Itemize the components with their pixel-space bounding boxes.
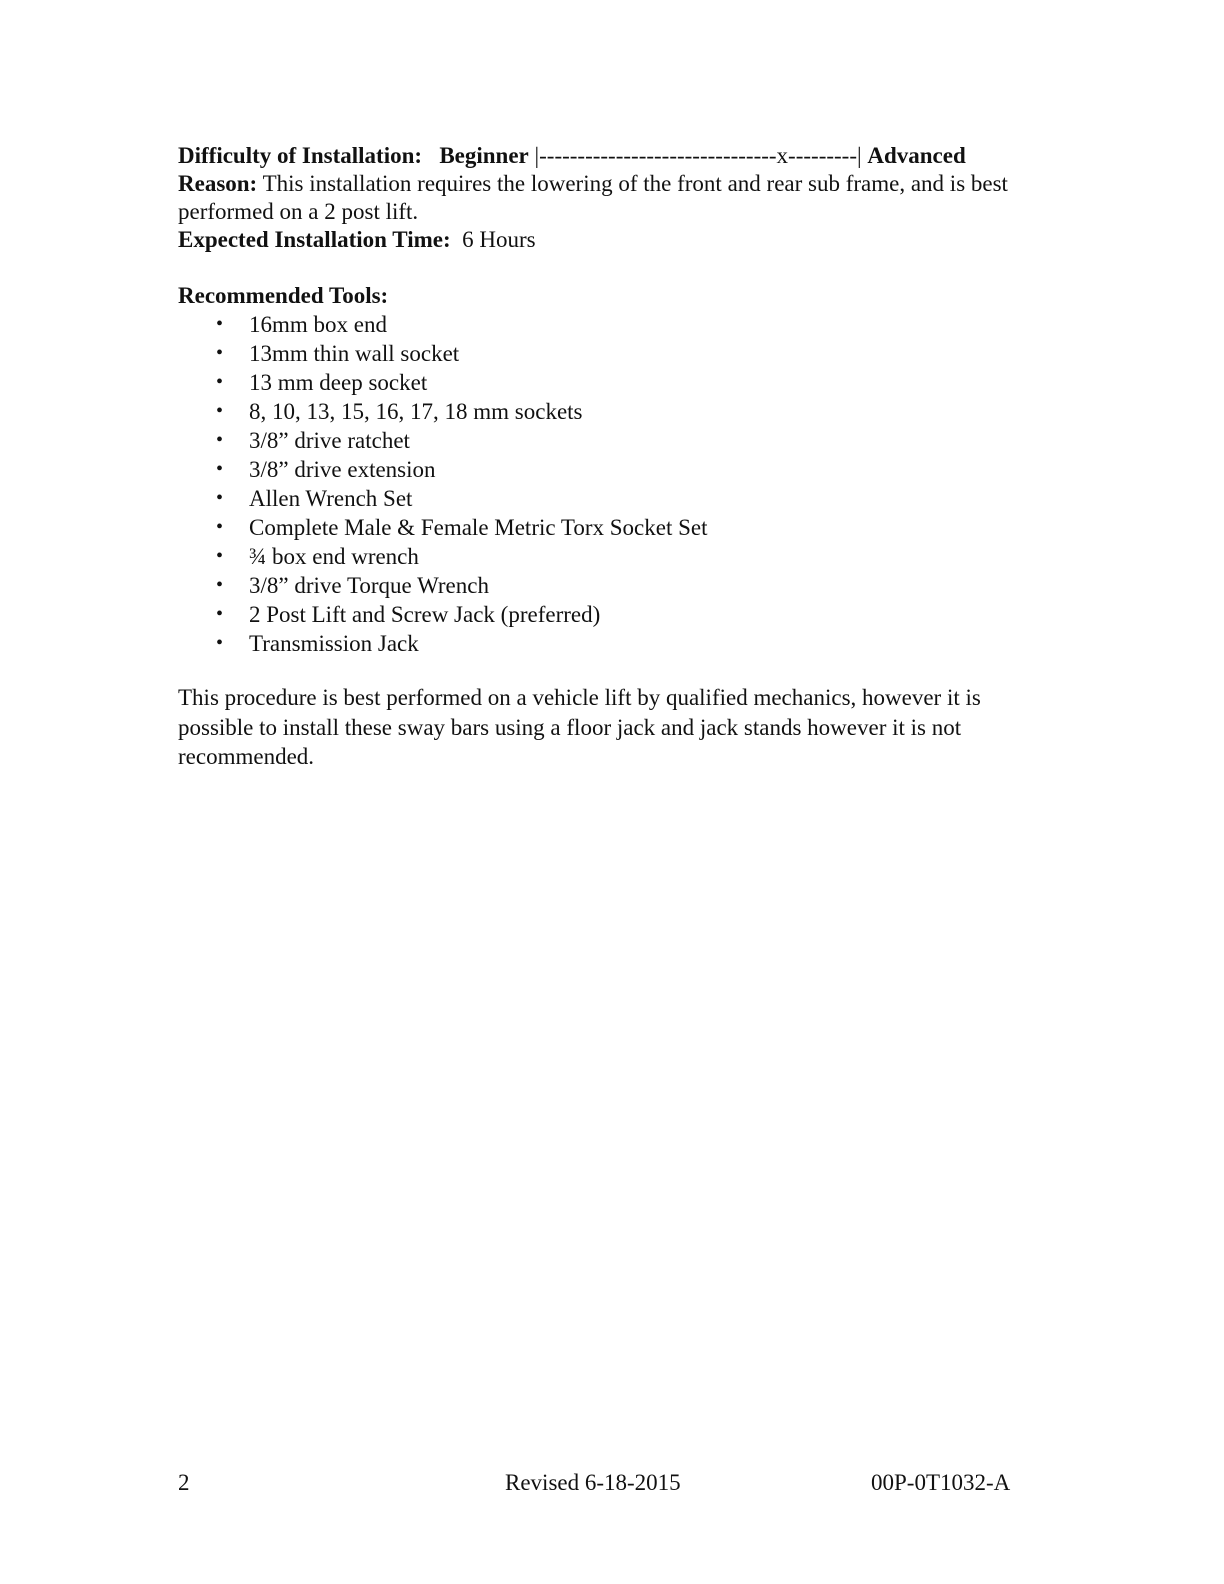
list-item xyxy=(178,571,1028,600)
difficulty-advanced: Advanced xyxy=(867,143,966,168)
page-number: 2 xyxy=(178,1470,190,1495)
tool-name: Transmission Jack xyxy=(249,631,419,656)
tool-name: 3/8” drive ratchet xyxy=(249,428,410,453)
list-item xyxy=(178,310,1028,339)
tool-name: Complete Male & Female Metric Torx Socket Set xyxy=(249,515,708,540)
reason-line xyxy=(178,170,1028,226)
expected-time-label: Expected Installation Time: xyxy=(178,227,451,252)
list-item xyxy=(178,426,1028,455)
tool-name: 13 mm deep socket xyxy=(249,370,428,395)
bullet-icon: • xyxy=(216,574,224,596)
bullet-icon: • xyxy=(216,400,224,422)
page-footer xyxy=(178,1469,1028,1499)
procedure-note: This procedure is best performed on a vehicle lift by qualified mechanics, however it is possible to install these sway bars using a floor jack and jack stands however it is not recommended. xyxy=(178,685,981,769)
reason-text: This installation requires the lowering of the front and rear sub frame, and is best performed on a 2 post lift. xyxy=(178,171,1008,224)
bullet-icon: • xyxy=(216,632,224,654)
tool-name: 16mm box end xyxy=(249,312,387,337)
expected-time-value: 6 Hours xyxy=(462,227,536,252)
bullet-icon: • xyxy=(216,545,224,567)
list-item xyxy=(178,513,1028,542)
bullet-icon: • xyxy=(216,429,224,451)
list-item xyxy=(178,397,1028,426)
document-body xyxy=(178,142,1028,795)
document-number: 00P-0T1032-A xyxy=(871,1470,1011,1495)
tool-name: 2 Post Lift and Screw Jack (preferred) xyxy=(249,602,601,627)
list-item xyxy=(178,339,1028,368)
reason-label: Reason: xyxy=(178,171,258,196)
list-item xyxy=(178,600,1028,629)
list-item xyxy=(178,368,1028,397)
list-item xyxy=(178,542,1028,571)
bullet-icon: • xyxy=(216,342,224,364)
bullet-icon: • xyxy=(216,487,224,509)
tool-name: 13mm thin wall socket xyxy=(249,341,460,366)
tools-heading xyxy=(178,281,1028,310)
bullet-icon: • xyxy=(216,371,224,393)
bullet-icon: • xyxy=(216,313,224,335)
difficulty-beginner: Beginner xyxy=(439,143,529,168)
tool-name: 8, 10, 13, 15, 16, 17, 18 mm sockets xyxy=(249,399,583,424)
tool-name: 3/8” drive Torque Wrench xyxy=(249,573,489,598)
bullet-icon: • xyxy=(216,516,224,538)
list-item xyxy=(178,455,1028,484)
tool-name: Allen Wrench Set xyxy=(249,486,413,511)
tool-name: 3/8” drive extension xyxy=(249,457,436,482)
tools-list xyxy=(178,310,1028,658)
tool-name: ¾ box end wrench xyxy=(249,544,419,569)
list-item xyxy=(178,484,1028,513)
bullet-icon: • xyxy=(216,458,224,480)
revised-date: Revised 6-18-2015 xyxy=(505,1470,681,1495)
difficulty-scale: |-------------------------------x---------| xyxy=(534,143,862,168)
difficulty-label: Difficulty of Installation: xyxy=(178,143,423,168)
list-item xyxy=(178,629,1028,658)
expected-time-line xyxy=(178,226,1028,254)
bullet-icon: • xyxy=(216,603,224,625)
tools-heading-text: Recommended Tools: xyxy=(178,283,389,308)
difficulty-line xyxy=(178,142,1028,170)
